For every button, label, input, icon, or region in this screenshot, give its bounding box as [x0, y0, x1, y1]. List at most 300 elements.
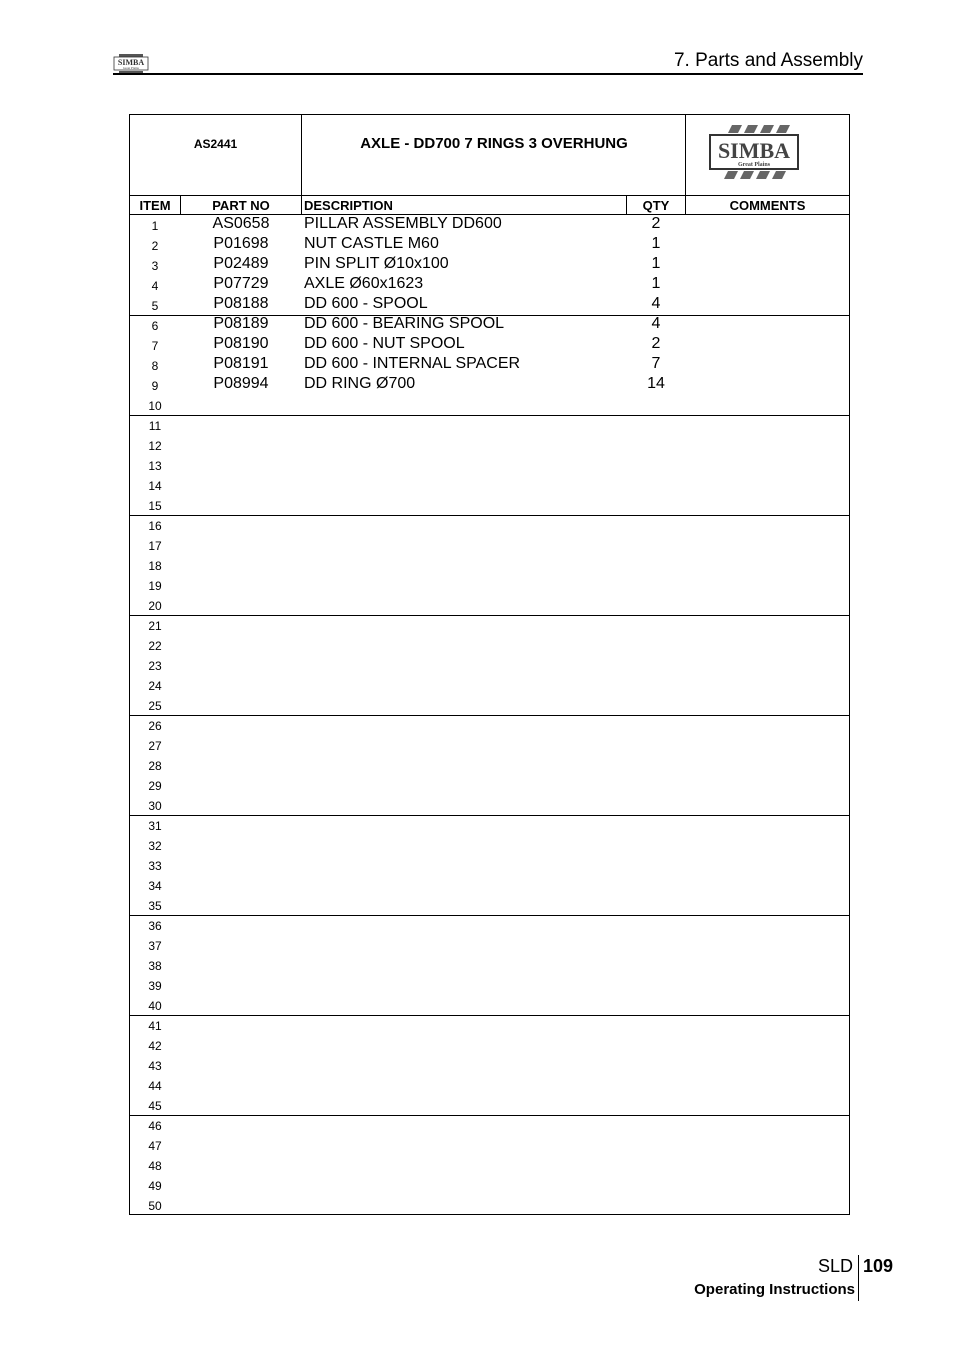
footer-divider — [858, 1255, 859, 1301]
part-no-cell: P07729 — [213, 275, 269, 292]
part-no-cell — [181, 1195, 301, 1215]
qty-cell — [627, 1155, 685, 1175]
qty-cell — [627, 995, 685, 1015]
description-cell — [304, 595, 624, 615]
part-no-cell — [181, 715, 301, 735]
table-row — [130, 535, 849, 555]
part-no-cell — [181, 835, 301, 855]
svg-text:SIMBA: SIMBA — [117, 58, 145, 67]
assembly-description: AXLE - DD700 7 RINGS 3 OVERHUNG — [360, 135, 628, 152]
description-cell — [304, 475, 624, 495]
item-cell: 32 — [148, 839, 162, 853]
comments-cell — [686, 995, 849, 1015]
comments-cell — [686, 655, 849, 675]
qty-cell — [627, 695, 685, 715]
table-row — [130, 1195, 849, 1215]
table-row — [130, 335, 849, 355]
description-cell — [304, 655, 624, 675]
assembly-number: AS2441 — [193, 137, 238, 151]
part-no-cell — [181, 1015, 301, 1035]
item-cell: 22 — [148, 639, 162, 653]
comments-cell — [686, 575, 849, 595]
item-cell: 43 — [148, 1059, 162, 1073]
qty-cell — [627, 1175, 685, 1195]
comments-cell — [686, 1175, 849, 1195]
simba-logo-sub: Great Plains — [737, 162, 771, 168]
part-no-cell — [181, 995, 301, 1015]
item-cell: 35 — [148, 899, 162, 913]
table-row — [130, 315, 849, 335]
part-no-cell — [181, 595, 301, 615]
comments-cell — [686, 595, 849, 615]
description-cell: DD 600 - NUT SPOOL — [304, 335, 465, 352]
item-cell: 11 — [148, 419, 162, 433]
item-cell: 8 — [151, 359, 159, 373]
description-cell — [304, 835, 624, 855]
description-cell — [304, 755, 624, 775]
item-cell: 27 — [148, 739, 162, 753]
description-cell — [304, 695, 624, 715]
part-no-cell: P01698 — [213, 235, 269, 252]
item-cell: 21 — [148, 619, 162, 633]
comments-cell — [686, 955, 849, 975]
comments-cell — [686, 555, 849, 575]
item-cell: 33 — [148, 859, 162, 873]
table-row — [130, 615, 849, 635]
comments-cell — [686, 1035, 849, 1055]
table-row — [130, 375, 849, 395]
comments-cell — [686, 215, 849, 235]
item-cell: 36 — [148, 919, 162, 933]
qty-cell — [627, 915, 685, 935]
table-row — [130, 1115, 849, 1135]
table-row — [130, 775, 849, 795]
part-no-cell — [181, 815, 301, 835]
document-type: Operating Instructions — [694, 1281, 855, 1298]
qty-cell: 4 — [651, 295, 661, 312]
table-row — [130, 235, 849, 255]
description-cell — [304, 955, 624, 975]
item-cell: 44 — [148, 1079, 162, 1093]
table-row — [130, 495, 849, 515]
item-cell: 10 — [148, 399, 162, 413]
table-row — [130, 715, 849, 735]
simba-logo-small — [113, 54, 149, 74]
item-cell: 16 — [148, 519, 162, 533]
table-row — [130, 955, 849, 975]
table-row — [130, 275, 849, 295]
part-no-cell — [181, 935, 301, 955]
comments-cell — [686, 495, 849, 515]
part-no-cell — [181, 1175, 301, 1195]
part-no-cell — [181, 1055, 301, 1075]
item-cell: 25 — [148, 699, 162, 713]
parts-table — [129, 114, 850, 1215]
simba-logo-word: SIMBA — [717, 138, 791, 163]
description-cell — [304, 855, 624, 875]
description-cell: DD 600 - BEARING SPOOL — [304, 315, 505, 332]
table-row — [130, 355, 849, 375]
header-rule — [113, 73, 863, 75]
comments-cell — [686, 1055, 849, 1075]
qty-cell — [627, 435, 685, 455]
item-cell: 46 — [148, 1119, 162, 1133]
description-cell — [304, 1135, 624, 1155]
column-header-qty: QTY — [642, 198, 670, 213]
column-header-part-no: PART NO — [212, 198, 270, 213]
part-no-cell — [181, 975, 301, 995]
comments-cell — [686, 475, 849, 495]
qty-cell — [627, 1115, 685, 1135]
part-no-cell — [181, 435, 301, 455]
comments-cell — [686, 1075, 849, 1095]
comments-cell — [686, 735, 849, 755]
comments-cell — [686, 315, 849, 335]
table-row — [130, 735, 849, 755]
item-cell: 6 — [151, 319, 159, 333]
table-row — [130, 675, 849, 695]
table-row — [130, 435, 849, 455]
part-no-cell — [181, 875, 301, 895]
section-title: 7. Parts and Assembly — [673, 50, 863, 71]
part-no-cell: AS0658 — [212, 215, 270, 232]
item-cell: 15 — [148, 499, 162, 513]
table-row — [130, 1015, 849, 1035]
table-row — [130, 575, 849, 595]
description-cell — [304, 535, 624, 555]
table-row — [130, 255, 849, 275]
table-row — [130, 1095, 849, 1115]
part-col-divider — [301, 115, 302, 215]
table-row — [130, 795, 849, 815]
comments-cell — [686, 755, 849, 775]
part-no-cell — [181, 395, 301, 415]
table-title-row — [130, 115, 849, 195]
item-cell: 23 — [148, 659, 162, 673]
qty-cell — [627, 635, 685, 655]
table-row — [130, 995, 849, 1015]
comments-cell — [686, 615, 849, 635]
part-no-cell — [181, 475, 301, 495]
part-no-cell — [181, 695, 301, 715]
comments-cell — [686, 455, 849, 475]
item-cell: 13 — [148, 459, 162, 473]
description-cell — [304, 455, 624, 475]
comments-cell — [686, 815, 849, 835]
qty-cell — [627, 515, 685, 535]
comments-cell — [686, 775, 849, 795]
description-cell — [304, 775, 624, 795]
qty-cell — [627, 1135, 685, 1155]
qty-cell — [627, 395, 685, 415]
item-cell: 47 — [148, 1139, 162, 1153]
part-no-cell — [181, 755, 301, 775]
qty-cell: 7 — [651, 355, 661, 372]
qty-cell: 1 — [651, 255, 661, 272]
part-no-cell — [181, 455, 301, 475]
table-row — [130, 815, 849, 835]
qty-cell: 14 — [647, 375, 665, 392]
comments-cell — [686, 635, 849, 655]
part-no-cell — [181, 415, 301, 435]
qty-cell: 2 — [651, 215, 661, 232]
description-cell — [304, 435, 624, 455]
description-cell — [304, 1115, 624, 1135]
comments-cell — [686, 695, 849, 715]
qty-cell — [627, 795, 685, 815]
comments-cell — [686, 355, 849, 375]
table-row — [130, 455, 849, 475]
description-cell: PIN SPLIT Ø10x100 — [304, 255, 449, 272]
description-cell: PILLAR ASSEMBLY DD600 — [304, 215, 502, 232]
description-cell — [304, 715, 624, 735]
comments-cell — [686, 295, 849, 315]
part-no-cell — [181, 635, 301, 655]
qty-cell — [627, 535, 685, 555]
part-no-cell — [181, 495, 301, 515]
qty-cell — [627, 475, 685, 495]
qty-cell — [627, 1095, 685, 1115]
qty-cell: 2 — [651, 335, 661, 352]
description-cell — [304, 515, 624, 535]
column-header-item: ITEM — [139, 198, 171, 213]
qty-cell — [627, 835, 685, 855]
qty-cell — [627, 1035, 685, 1055]
table-row — [130, 215, 849, 235]
item-cell: 28 — [148, 759, 162, 773]
comments-cell — [686, 1115, 849, 1135]
column-header-description: DESCRIPTION — [304, 198, 393, 213]
part-no-cell — [181, 1155, 301, 1175]
table-row — [130, 855, 849, 875]
description-cell — [304, 875, 624, 895]
part-no-cell: P02489 — [213, 255, 269, 272]
item-cell: 18 — [148, 559, 162, 573]
qty-cell — [627, 1075, 685, 1095]
table-row — [130, 555, 849, 575]
description-cell — [304, 1095, 624, 1115]
comments-cell — [686, 675, 849, 695]
item-cell: 48 — [148, 1159, 162, 1173]
qty-cell — [627, 935, 685, 955]
item-cell: 50 — [148, 1199, 162, 1213]
part-no-cell — [181, 655, 301, 675]
parts-rows — [130, 215, 849, 1215]
description-cell — [304, 915, 624, 935]
item-cell: 29 — [148, 779, 162, 793]
description-cell — [304, 815, 624, 835]
description-cell: NUT CASTLE M60 — [304, 235, 439, 252]
part-no-cell — [181, 775, 301, 795]
comments-cell — [686, 535, 849, 555]
comments-cell — [686, 415, 849, 435]
item-cell: 5 — [151, 299, 159, 313]
part-no-cell: P08190 — [213, 335, 269, 352]
table-row — [130, 935, 849, 955]
comments-cell — [686, 515, 849, 535]
table-row — [130, 875, 849, 895]
table-row — [130, 1135, 849, 1155]
part-no-cell: P08191 — [213, 355, 269, 372]
qty-cell: 1 — [651, 235, 661, 252]
item-cell: 7 — [151, 339, 159, 353]
part-no-cell: P08189 — [213, 315, 269, 332]
item-cell: 49 — [148, 1179, 162, 1193]
page-number: 109 — [863, 1256, 894, 1276]
description-cell — [304, 1175, 624, 1195]
qty-cell — [627, 955, 685, 975]
table-row — [130, 1035, 849, 1055]
item-cell: 3 — [151, 259, 159, 273]
table-row — [130, 655, 849, 675]
qty-cell — [627, 815, 685, 835]
item-cell: 12 — [148, 439, 162, 453]
item-cell: 19 — [148, 579, 162, 593]
qty-cell — [627, 775, 685, 795]
description-cell: AXLE Ø60x1623 — [304, 275, 424, 292]
description-cell — [304, 495, 624, 515]
qty-cell — [627, 615, 685, 635]
part-no-cell — [181, 675, 301, 695]
description-cell — [304, 415, 624, 435]
item-cell: 9 — [151, 379, 159, 393]
qty-cell — [627, 555, 685, 575]
table-row — [130, 1055, 849, 1075]
table-row — [130, 915, 849, 935]
item-cell: 40 — [148, 999, 162, 1013]
simba-logo — [708, 125, 804, 181]
description-cell — [304, 615, 624, 635]
part-no-cell — [181, 795, 301, 815]
item-cell: 26 — [148, 719, 162, 733]
part-no-cell — [181, 735, 301, 755]
comments-cell — [686, 855, 849, 875]
item-cell: 2 — [151, 239, 159, 253]
part-no-cell — [181, 855, 301, 875]
comments-cell — [686, 255, 849, 275]
description-cell — [304, 575, 624, 595]
item-cell: 30 — [148, 799, 162, 813]
comments-cell — [686, 1195, 849, 1215]
part-no-cell — [181, 915, 301, 935]
item-cell: 20 — [148, 599, 162, 613]
part-no-cell: P08994 — [213, 375, 269, 392]
description-cell — [304, 735, 624, 755]
qty-cell — [627, 575, 685, 595]
table-row — [130, 975, 849, 995]
qty-cell — [627, 675, 685, 695]
comments-cell — [686, 835, 849, 855]
qty-cell — [627, 455, 685, 475]
description-cell — [304, 1035, 624, 1055]
part-no-cell — [181, 575, 301, 595]
qty-cell — [627, 855, 685, 875]
qty-cell — [627, 895, 685, 915]
comments-cell — [686, 795, 849, 815]
part-no-cell — [181, 1075, 301, 1095]
table-row — [130, 755, 849, 775]
table-row — [130, 475, 849, 495]
description-cell — [304, 1015, 624, 1035]
description-cell — [304, 1075, 624, 1095]
table-row — [130, 295, 849, 315]
qty-cell — [627, 415, 685, 435]
comments-cell — [686, 275, 849, 295]
qty-cell — [627, 595, 685, 615]
description-cell — [304, 935, 624, 955]
item-cell: 14 — [148, 479, 162, 493]
description-cell — [304, 555, 624, 575]
comments-cell — [686, 1135, 849, 1155]
description-cell — [304, 635, 624, 655]
part-no-cell — [181, 955, 301, 975]
comments-cell — [686, 1015, 849, 1035]
comments-cell — [686, 335, 849, 355]
part-no-cell: P08188 — [213, 295, 269, 312]
qty-cell — [627, 875, 685, 895]
qty-cell — [627, 715, 685, 735]
qty-cell — [627, 655, 685, 675]
description-cell — [304, 895, 624, 915]
item-cell: 4 — [151, 279, 159, 293]
model-name: SLD — [818, 1256, 854, 1276]
comments-cell — [686, 975, 849, 995]
item-cell: 17 — [148, 539, 162, 553]
part-no-cell — [181, 895, 301, 915]
item-cell: 38 — [148, 959, 162, 973]
description-cell: DD 600 - INTERNAL SPACER — [304, 355, 521, 372]
part-no-cell — [181, 1035, 301, 1055]
table-row — [130, 395, 849, 415]
table-row — [130, 835, 849, 855]
item-cell: 41 — [148, 1019, 162, 1033]
item-cell: 31 — [148, 819, 162, 833]
comments-cell — [686, 895, 849, 915]
part-no-cell — [181, 555, 301, 575]
comments-cell — [686, 715, 849, 735]
comments-cell — [686, 435, 849, 455]
table-row — [130, 695, 849, 715]
comments-cell — [686, 235, 849, 255]
description-cell: DD RING Ø700 — [304, 375, 416, 392]
part-no-cell — [181, 515, 301, 535]
part-no-cell — [181, 1115, 301, 1135]
item-cell: 45 — [148, 1099, 162, 1113]
table-row — [130, 515, 849, 535]
comments-cell — [686, 395, 849, 415]
comments-cell — [686, 1155, 849, 1175]
table-row — [130, 1175, 849, 1195]
item-cell: 39 — [148, 979, 162, 993]
item-cell: 24 — [148, 679, 162, 693]
description-cell — [304, 1155, 624, 1175]
column-header-comments: COMMENTS — [729, 198, 806, 213]
item-cell: 42 — [148, 1039, 162, 1053]
qty-cell: 1 — [651, 275, 661, 292]
table-row — [130, 1075, 849, 1095]
table-row — [130, 895, 849, 915]
description-cell — [304, 995, 624, 1015]
item-cell: 1 — [151, 219, 159, 233]
qty-cell — [627, 975, 685, 995]
comments-cell — [686, 935, 849, 955]
qty-cell — [627, 735, 685, 755]
comments-cell — [686, 875, 849, 895]
qty-cell — [627, 755, 685, 775]
part-no-cell — [181, 1095, 301, 1115]
table-row — [130, 635, 849, 655]
table-row — [130, 415, 849, 435]
